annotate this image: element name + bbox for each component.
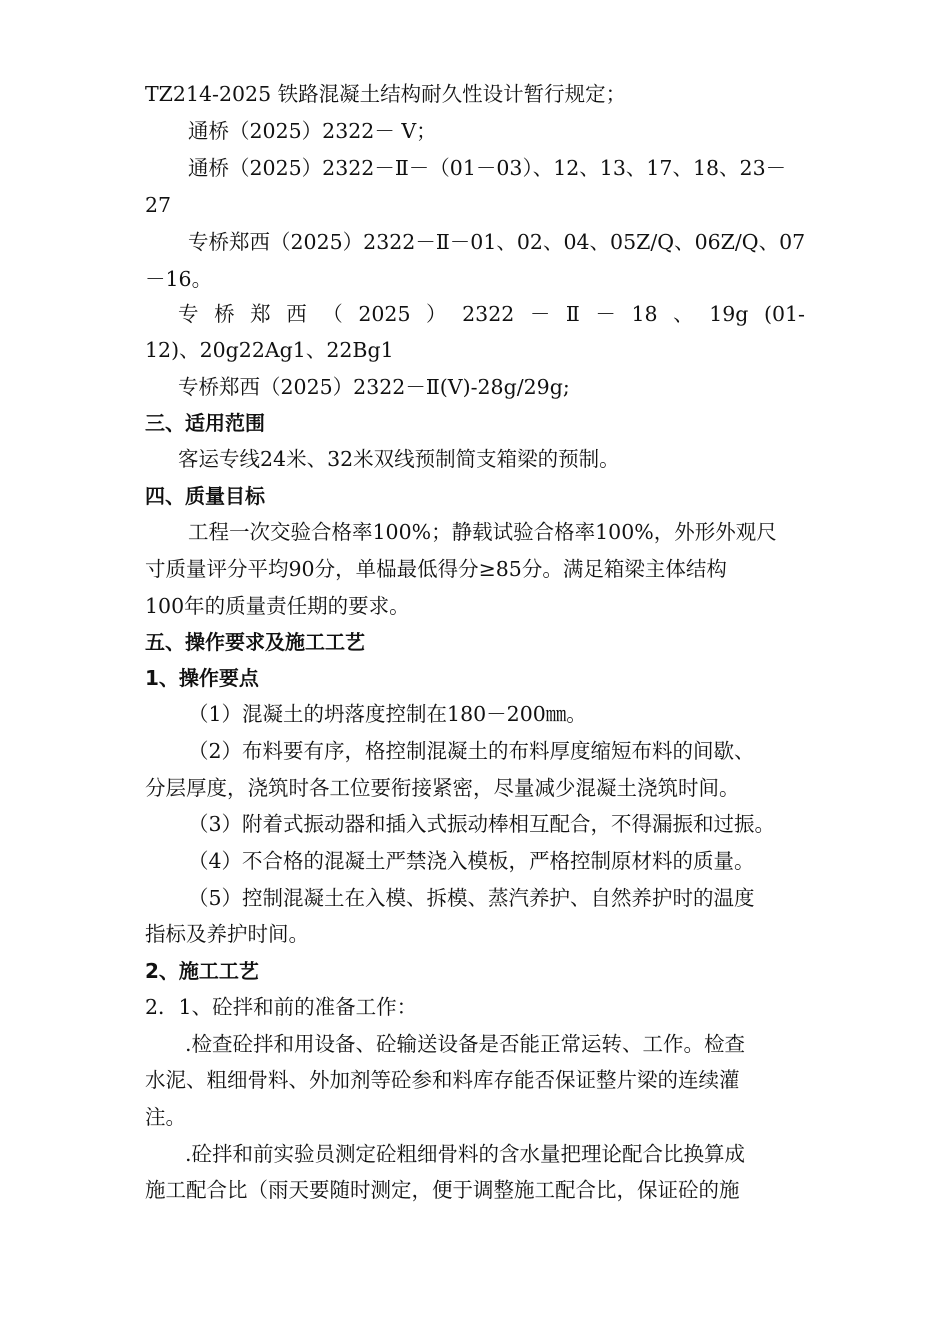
ref-part: 桥 — [214, 302, 235, 326]
ref-part: 专 — [178, 302, 199, 326]
ref-tongqiao-ii-line1: 通桥（2025）2322－Ⅱ－（01－03）、12、13、17、18、23－ — [188, 156, 787, 180]
section-5-heading: 五、操作要求及施工工艺 — [145, 630, 365, 654]
point-3: （3）附着式振动器和插入式振动棒相互配合，不得漏振和过振。 — [188, 812, 776, 836]
ref-part: － — [595, 302, 616, 326]
bullet-2-line1: .砼拌和前实验员测定砼粗细骨料的含水量把理论配合比换算成 — [185, 1142, 746, 1166]
ref-zhuanqiao-1-line1: 专桥郑西（2025）2322－Ⅱ－01、02、04、05Z/Q、06Z/Q、07 — [188, 230, 806, 254]
section-4-line1: 工程一次交验合格率100%；静载试验合格率100%，外形外观尺 — [188, 520, 777, 544]
ref-tongqiao-ii-line2: 27 — [145, 193, 172, 217]
ref-part: 2025 — [358, 302, 411, 326]
ref-part: 19g — [709, 302, 749, 326]
section-3-heading: 三、适用范围 — [145, 411, 265, 435]
subsection-2-1-heading: 2．1、砼拌和前的准备工作： — [145, 995, 418, 1019]
ref-tz: TZ214-2025 铁路混凝土结构耐久性设计暂行规定； — [145, 82, 627, 106]
ref-part: （ — [322, 302, 343, 326]
subsection-1-heading: 1、操作要点 — [145, 666, 259, 690]
ref-part: 、 — [673, 302, 694, 326]
ref-part: (01- — [763, 302, 805, 326]
section-4-line3: 100年的质量责任期的要求。 — [145, 594, 410, 618]
subsection-2-heading: 2、施工工艺 — [145, 959, 259, 983]
ref-part: 郑 — [250, 302, 271, 326]
ref-zhuanqiao-1-line2: －16。 — [145, 267, 213, 291]
bullet-1-line3: 注。 — [145, 1105, 186, 1129]
point-4: （4）不合格的混凝土严禁浇入模板，严格控制原材料的质量。 — [188, 849, 755, 873]
point-1: （1）混凝土的坍落度控制在180－200㎜。 — [188, 702, 587, 726]
bullet-2-line2: 施工配合比（雨天要随时测定，便于调整施工配合比，保证砼的施 — [145, 1178, 740, 1202]
ref-part: Ⅱ — [565, 302, 580, 326]
point-2-line1: （2）布料要有序，格控制混凝土的布料厚度缩短布料的间歇、 — [188, 739, 755, 763]
bullet-1-line2: 水泥、粗细骨料、外加剂等砼参和料库存能否保证整片梁的连续灌 — [145, 1068, 740, 1092]
ref-part: ） — [426, 302, 447, 326]
ref-part: 18 — [631, 302, 658, 326]
section-4-line2: 寸质量评分平均90分，单榀最低得分≥85分。满足箱梁主体结构 — [145, 557, 727, 581]
ref-part: － — [529, 302, 551, 326]
ref-part: 西 — [286, 302, 307, 326]
section-4-heading: 四、质量目标 — [145, 484, 265, 508]
point-2-line2: 分层厚度，浇筑时各工位要衔接紧密，尽量减少混凝土浇筑时间。 — [145, 776, 740, 800]
ref-tongqiao-v: 通桥（2025）2322－ Ⅴ； — [188, 119, 437, 143]
point-5-line1: （5）控制混凝土在入模、拆模、蒸汽养护、自然养护时的温度 — [188, 886, 755, 910]
ref-zhuanqiao-2-line2: 12)、20g22Ag1、22Bg1 — [145, 338, 394, 362]
section-3-text: 客运专线24米、32米双线预制简支箱梁的预制。 — [178, 447, 620, 471]
ref-part: 2322 — [462, 302, 515, 326]
ref-zhuanqiao-2-line1 — [178, 300, 805, 328]
ref-zhuanqiao-3: 专桥郑西（2025）2322－Ⅱ(Ⅴ)-28g/29g; — [178, 375, 570, 399]
point-5-line2: 指标及养护时间。 — [145, 922, 309, 946]
bullet-1-line1: .检查砼拌和用设备、砼输送设备是否能正常运转、工作。检查 — [185, 1032, 746, 1056]
